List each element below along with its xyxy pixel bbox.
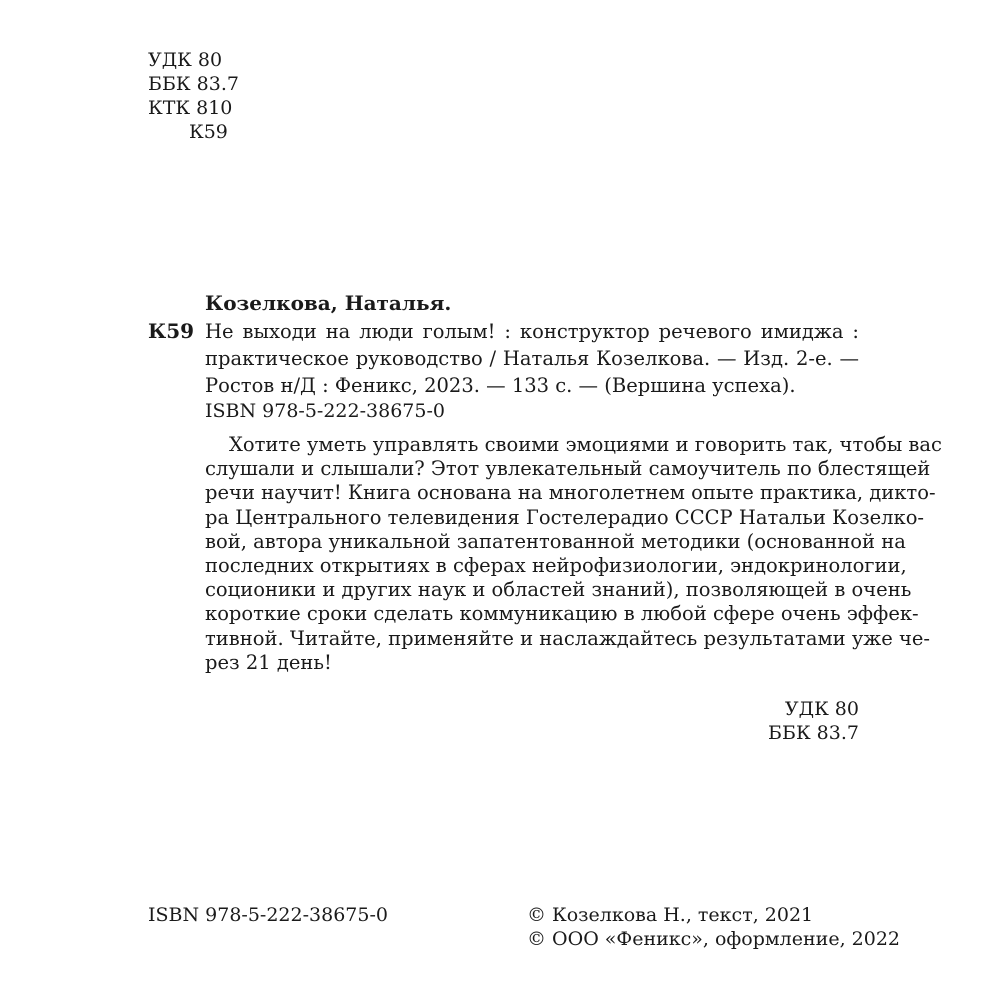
card-description (205, 318, 859, 399)
ktk-code: КТК 810 (148, 97, 233, 119)
annotation-line: ра Центрального телевидения Гостелерадио СССР Натальи Козелко- (205, 505, 925, 529)
copyright-block (527, 903, 900, 951)
card-description-line: практическое руководство / Наталья Козелкова. — Изд. 2-е. — (205, 347, 859, 370)
annotation-line: рез 21 день! (205, 650, 332, 674)
footer-isbn: ISBN 978-5-222-38675-0 (148, 904, 388, 926)
card-author-mark: К59 (148, 319, 195, 343)
bottom-classification-block (768, 697, 859, 745)
copyright-design: © ООО «Феникс», оформление, 2022 (527, 928, 901, 950)
author-mark: К59 (189, 121, 228, 143)
copyright-text: © Козелкова Н., текст, 2021 (527, 904, 814, 926)
bbk-code: ББК 83.7 (148, 73, 239, 95)
annotation-line: слушали и слышали? Этот увлекательный самоучитель по блестящей (205, 457, 931, 481)
udk-code: УДК 80 (148, 49, 223, 71)
annotation-line: вой, автора уникальной запатентованной методики (основанной на (205, 529, 906, 553)
annotation-line: короткие сроки сделать коммуникацию в любой сфере очень эффек- (205, 602, 919, 626)
annotation-paragraph (205, 433, 942, 675)
card-isbn: ISBN 978-5-222-38675-0 (205, 400, 445, 422)
annotation-line: речи научит! Книга основана на многолетнем опыте практика, дикто- (205, 481, 936, 505)
card-description-line: Ростов н/Д : Феникс, 2023. — 133 с. — (Вершина успеха). (205, 374, 796, 397)
card-description-line: Не выходи на люди голым! : конструктор речевого имиджа : (205, 320, 859, 343)
udk-code-bottom: УДК 80 (784, 698, 859, 720)
top-classification-block (148, 48, 239, 144)
annotation-line: тивной. Читайте, применяйте и наслаждайтесь результатами уже че- (205, 626, 930, 650)
card-author: Козелкова, Наталья. (205, 291, 452, 315)
annotation-line: соционики и других наук и областей знаний), позволяющей в очень (205, 578, 912, 602)
annotation-line: Хотите уметь управлять своими эмоциями и говорить так, чтобы вас (229, 433, 942, 456)
annotation-line: последних открытиях в сферах нейрофизиологии, эндокринологии, (205, 553, 907, 577)
bbk-code-bottom: ББК 83.7 (768, 722, 859, 744)
